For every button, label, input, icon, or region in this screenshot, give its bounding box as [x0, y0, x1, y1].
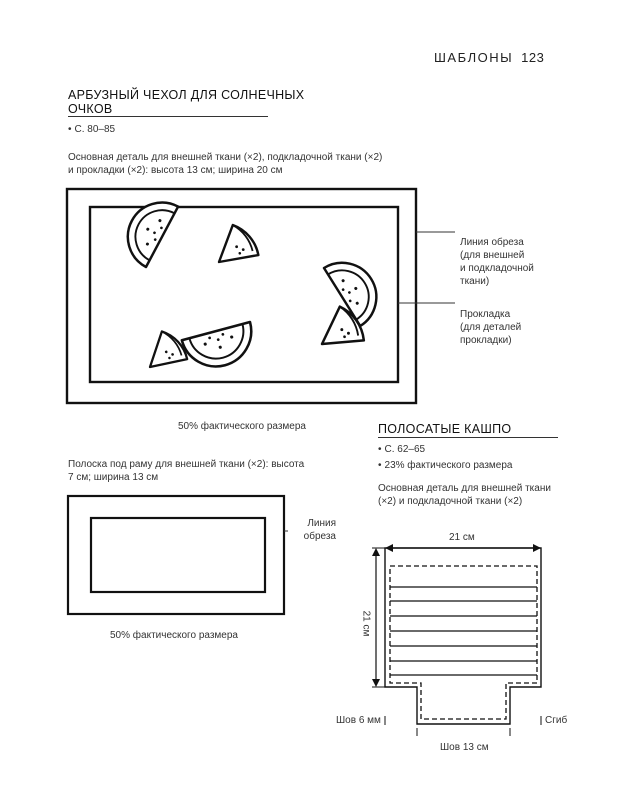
watermelon-case-title: АРБУЗНЫЙ ЧЕХОЛ ДЛЯ СОЛНЕЧНЫХ ОЧКОВ [68, 88, 305, 116]
watermelon-page-ref: • С. 80–85 [68, 123, 115, 136]
watermelon-slice-icon [182, 322, 259, 374]
striped-pot-pattern [372, 544, 541, 736]
cut-line-label: Линия обреза (для внешней и подкладочной ткани) [460, 237, 534, 287]
strip-scale-note: 50% фактического размера [110, 630, 238, 641]
pot-scale-note: • 23% фактического размера [378, 459, 513, 472]
watermelon-slice-icon [116, 191, 178, 267]
pot-title-rule [378, 437, 558, 438]
padding-label: Прокладка (для деталей прокладки) [460, 309, 522, 346]
striped-pot-title: ПОЛОСАТЫЕ КАШПО [378, 422, 512, 436]
main-scale-note: 50% фактического размера [178, 421, 306, 432]
fold-label: Сгиб [545, 715, 568, 726]
watermelon-slice-icon [143, 328, 187, 367]
strip-description: Полоска под раму для внешней ткани (×2): высота 7 см; ширина 13 см [68, 459, 305, 483]
pot-description: Основная деталь для внешней ткани (×2) и подкладочной ткани (×2) [378, 483, 551, 507]
pot-height-label: 21 см [360, 610, 372, 637]
page-number: 123 [521, 50, 545, 65]
seam-13cm-label: Шов 13 см [440, 742, 489, 753]
watermelon-slice-icon [213, 222, 258, 262]
main-piece-description: Основная деталь для внешней ткани (×2), подкладочной ткани (×2) и прокладки (×2): высота 13 см; ширина 20 см [68, 152, 383, 176]
pot-page-ref: • С. 62–65 [378, 443, 425, 456]
pot-width-label: 21 см [449, 532, 475, 543]
seam-6mm-label: Шов 6 мм [336, 715, 381, 726]
section-title: ШАБЛОНЫ [434, 50, 514, 65]
watermelon-slice-icon [324, 250, 389, 326]
strip-cut-label: Линия обреза [303, 518, 336, 542]
